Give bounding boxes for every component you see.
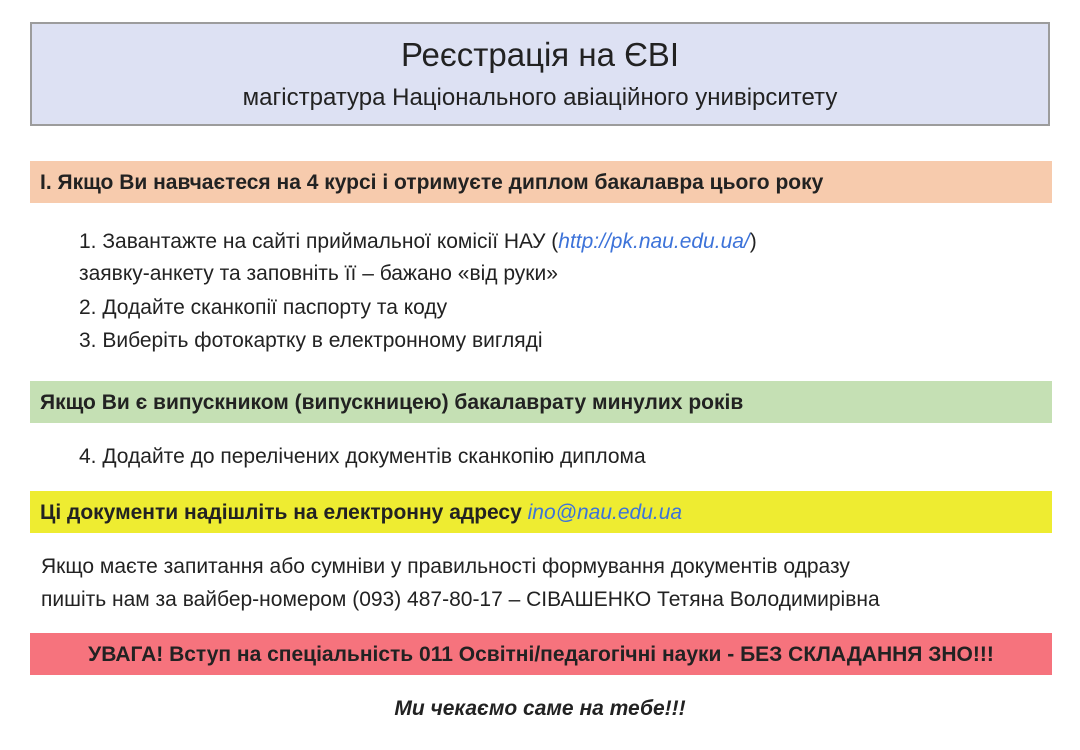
contact-line-1: Якщо маєте запитання або сумніви у правильності формування документів одразу bbox=[41, 555, 850, 578]
email-link[interactable]: ino@nau.edu.ua bbox=[527, 501, 683, 524]
section3-heading bbox=[30, 491, 1052, 533]
step1-continuation: заявку-анкету та заповніть її – бажано «від руки» bbox=[79, 262, 558, 285]
page-subtitle: магістратура Національного авіаційного унивірситету bbox=[242, 84, 838, 111]
section1-heading: І. Якщо Ви навчаєтеся на 4 курсі і отримуєте диплом бакалавра цього року bbox=[30, 161, 1052, 203]
admission-site-link[interactable]: http://pk.nau.edu.ua/ bbox=[558, 230, 750, 253]
title-box bbox=[30, 22, 1050, 126]
step1-text: 1. Завантажте на сайті приймальної комісії НАУ ( bbox=[79, 230, 559, 253]
step4-line: 4. Додайте до перелічених документів сканкопію диплома bbox=[79, 445, 646, 468]
step2-line: 2. Додайте сканкопії паспорту та коду bbox=[79, 296, 448, 319]
footer-slogan: Ми чекаємо саме на тебе!!! bbox=[394, 697, 686, 720]
contact-line-2: пишіть нам за вайбер-номером (093) 487-80-17 – СІВАШЕНКО Тетяна Володимирівна bbox=[41, 588, 880, 611]
notice-banner: УВАГА! Вступ на спеціальність 011 Освітні/педагогічні науки - БЕЗ СКЛАДАННЯ ЗНО!!! bbox=[30, 633, 1052, 675]
step1-suffix: ) bbox=[749, 230, 757, 253]
section2-heading: Якщо Ви є випускником (випускницею) бакалаврату минулих років bbox=[30, 381, 1052, 423]
page-title: Реєстрація на ЄВІ bbox=[401, 36, 679, 73]
section3-heading-text: Ці документи надішліть на електронну адресу bbox=[40, 501, 528, 524]
step3-line: 3. Виберіть фотокартку в електронному вигляді bbox=[79, 329, 543, 352]
step1-line bbox=[79, 230, 757, 254]
